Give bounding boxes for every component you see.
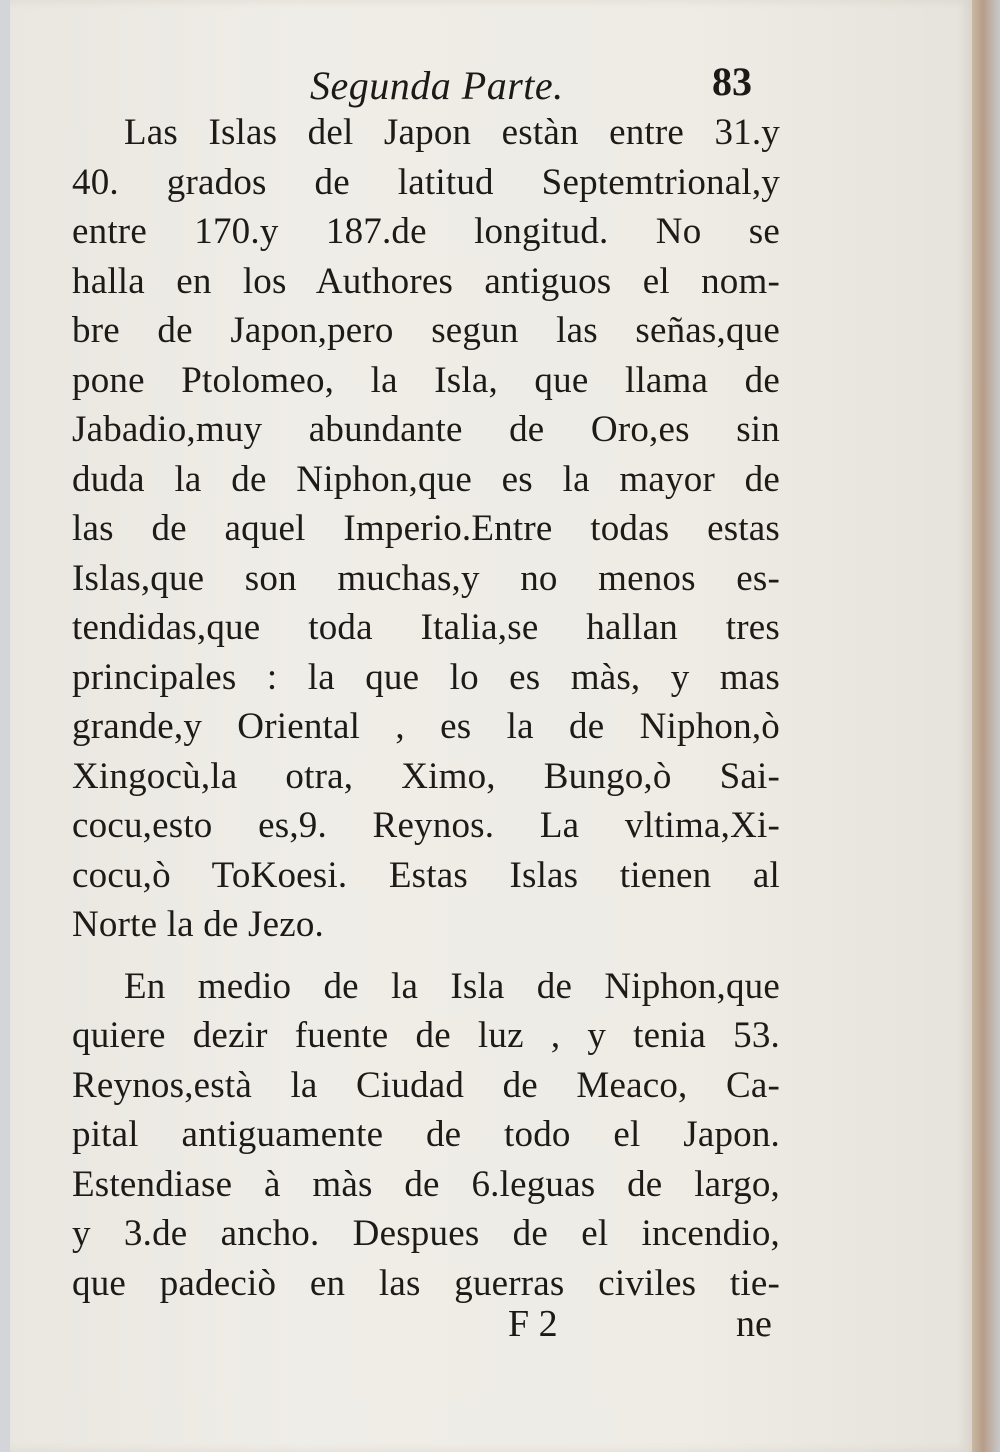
book-page: [10, 0, 972, 1452]
text-line: pital antiguamente de todo el Japon.: [72, 1114, 780, 1155]
text-line: Jabadio,muy abundante de Oro,es sin: [72, 409, 780, 450]
text-line: halla en los Authores antiguos el nom-: [72, 260, 780, 302]
text-line: cocu,ò ToKoesi. Estas Islas tienen al: [72, 854, 780, 896]
page-footer: [10, 1302, 972, 1362]
text-line: bre de Japon,pero segun las señas,que: [72, 310, 780, 351]
signature-mark: F 2: [508, 1303, 558, 1345]
text-line: entre 170.y 187.de longitud. No se: [72, 211, 780, 252]
catchword: ne: [736, 1303, 772, 1345]
text-line: duda la de Niphon,que es la mayor de: [72, 458, 780, 500]
text-line: quiere dezir fuente de luz , y tenia 53.: [72, 1015, 780, 1056]
text-line: que padeciò en las guerras civiles tie-: [72, 1262, 780, 1304]
running-head: Segunda Parte.: [310, 63, 564, 108]
text-line: Norte la de Jezo.: [72, 904, 325, 945]
text-line: grande,y Oriental , es la de Niphon,ò: [72, 706, 780, 747]
text-line: Reynos,està la Ciudad de Meaco, Ca-: [72, 1064, 780, 1106]
body-text: [72, 108, 780, 1308]
text-line: pone Ptolomeo, la Isla, que llama de: [72, 359, 780, 401]
text-line: Las Islas del Japon estàn entre 31.y: [124, 112, 780, 153]
text-line: principales : la que lo es màs, y mas: [72, 656, 780, 698]
text-line: cocu,esto es,9. Reynos. La vltima,Xi-: [72, 805, 780, 846]
text-line: Estendiase à màs de 6.leguas de largo,: [72, 1163, 780, 1205]
text-line: 40. grados de latitud Septemtrional,y: [72, 161, 780, 203]
text-line: y 3.de ancho. Despues de el incendio,: [72, 1213, 780, 1254]
text-line: las de aquel Imperio.Entre todas estas: [72, 508, 780, 549]
text-line: Islas,que son muchas,y no menos es-: [72, 557, 780, 599]
page-edge: [972, 0, 1000, 1452]
text-line: tendidas,que toda Italia,se hallan tres: [72, 607, 780, 648]
text-line: Xingocù,la otra, Ximo, Bungo,ò Sai-: [72, 755, 780, 797]
page-number: 83: [712, 59, 752, 104]
text-line: En medio de la Isla de Niphon,que: [124, 965, 780, 1007]
